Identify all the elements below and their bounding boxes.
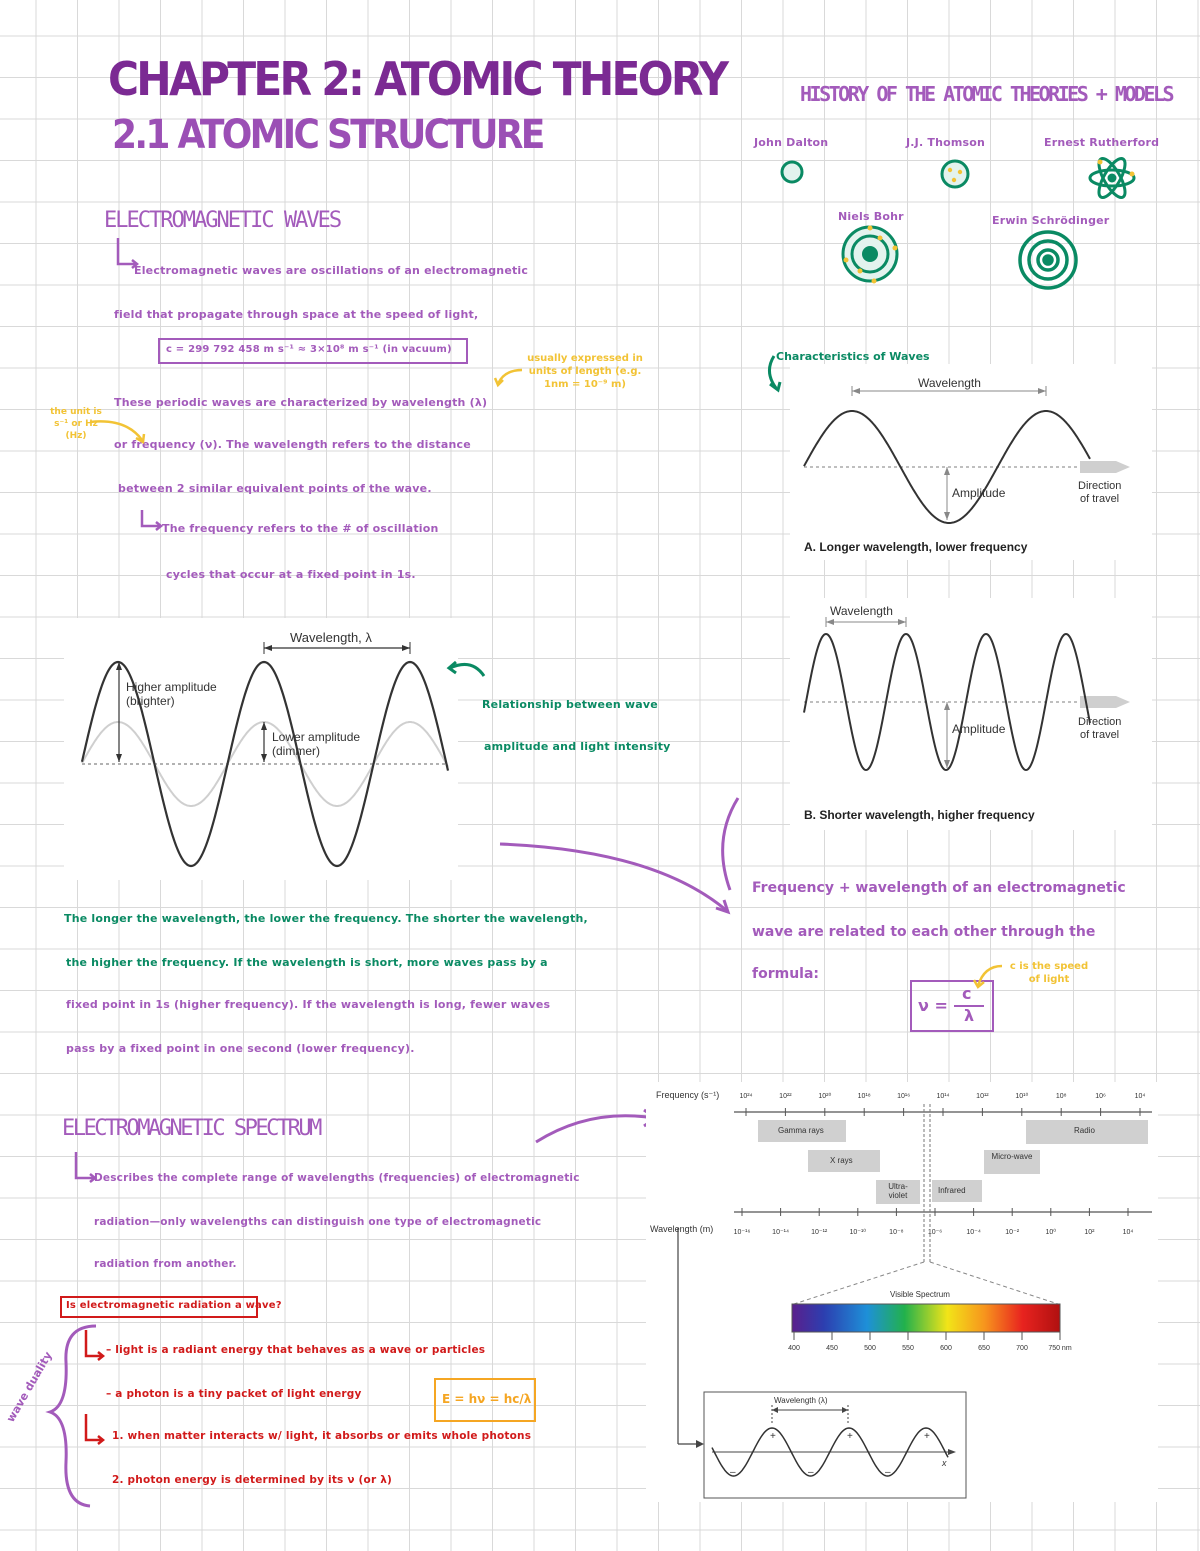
- axis-tick-label: 10⁴: [1122, 1229, 1134, 1236]
- axis-tick-label: 10⁻⁴: [966, 1229, 981, 1236]
- inset-x-label: x: [942, 1458, 947, 1468]
- scientist-dalton: John Dalton: [754, 136, 829, 149]
- amplitude-note: amplitude and light intensity: [484, 740, 671, 753]
- em-text-line: These periodic waves are characterized by wavelength (λ): [114, 396, 488, 409]
- spectrum-text: Describes the complete range of wavelengths (frequencies) of electromagnetic: [94, 1172, 580, 1184]
- photon-text: 1. when matter interacts w/ light, it absorbs or emits whole photons: [112, 1430, 532, 1442]
- lower-amplitude-arrow: [261, 722, 267, 762]
- band-label-uv: Ultra-violet: [888, 1182, 908, 1200]
- spectrum-text: radiation from another.: [94, 1258, 237, 1270]
- thomson-model-icon: [942, 161, 968, 187]
- em-text-line: or frequency (ν). The wavelength refers to the distance: [114, 438, 471, 451]
- axis-tick-label: 10¹⁸: [857, 1093, 871, 1100]
- lower-amplitude-label: Lower amplitude: [272, 730, 361, 744]
- axis-tick-label: 10¹⁴: [936, 1093, 950, 1100]
- higher-amplitude-arrow: [116, 662, 122, 762]
- speed-of-light-box: [158, 338, 468, 364]
- axis-tick-label: 10²²: [779, 1093, 792, 1100]
- em-text-line: between 2 similar equivalent points of the wave.: [118, 482, 432, 495]
- axis-tick-label: 10⁰: [1045, 1229, 1057, 1236]
- characteristics-label: Characteristics of Waves: [776, 350, 930, 363]
- frequency-unit-note: the unit is s⁻¹ or Hz (Hz): [50, 407, 102, 441]
- svg-text:+: +: [847, 1431, 853, 1442]
- wavelength-axis-label: Wavelength (m): [650, 1224, 714, 1234]
- formula-text: wave are related to each other through the: [752, 924, 1096, 940]
- band-label-ir: Infrared: [938, 1186, 966, 1195]
- section-title: 2.1 ATOMIC STRUCTURE: [112, 112, 543, 158]
- formula-text: formula:: [752, 966, 820, 982]
- direction-label-a: of travel: [1080, 493, 1120, 505]
- formula-text: Frequency + wavelength of an electromagnetic: [752, 880, 1126, 896]
- axis-tick-label: 10⁻¹²: [811, 1229, 828, 1236]
- schrodinger-model-icon: [1020, 232, 1076, 288]
- higher-amplitude-label: Higher amplitude: [126, 680, 217, 694]
- arrow-icon: [444, 656, 488, 682]
- amplitude-label-b: Amplitude: [952, 722, 1006, 736]
- axis-tick-label: 10¹²: [976, 1093, 989, 1100]
- arrow-icon: [762, 352, 792, 398]
- axis-tick-label: 550: [902, 1345, 914, 1352]
- axis-tick-label: 650: [978, 1345, 990, 1352]
- axis-tick-label: 10²⁴: [739, 1093, 753, 1100]
- axis-tick-label: 10⁻⁸: [889, 1229, 904, 1236]
- speed-of-light-text: c = 299 792 458 m s⁻¹ ≈ 3×10⁸ m s⁻¹ (in vacuum): [166, 344, 452, 355]
- axis-tick-label: 450: [826, 1345, 838, 1352]
- speed-of-light-note: c is the speed of light: [1009, 961, 1089, 985]
- bohr-model-icon: [843, 226, 898, 284]
- amplitude-note: Relationship between wave: [482, 698, 658, 711]
- direction-label-a: Direction: [1078, 480, 1122, 492]
- svg-text:–: –: [730, 1467, 736, 1478]
- band-label-radio: Radio: [1074, 1126, 1095, 1135]
- axis-tick-label: 10⁻¹⁰: [849, 1229, 867, 1236]
- axis-tick-label: 10²: [1084, 1229, 1095, 1236]
- scientist-bohr: Niels Bohr: [838, 210, 904, 223]
- photon-energy-formula-box: [434, 1378, 536, 1422]
- arrow-icon: [530, 1100, 664, 1150]
- atom-models-illustration: [770, 150, 1190, 300]
- direction-label-b: of travel: [1080, 729, 1120, 741]
- frequency-axis-label: Frequency (s⁻¹): [656, 1090, 720, 1100]
- amplitude-label-a: Amplitude: [952, 486, 1006, 500]
- rutherford-model-icon: [1090, 155, 1135, 201]
- axis-tick-label: 10⁻¹⁶: [733, 1229, 751, 1236]
- arrow-icon: [492, 366, 526, 388]
- wavelength-relation-text: pass by a fixed point in one second (lower frequency).: [66, 1042, 415, 1055]
- band-label-gamma: Gamma rays: [778, 1126, 824, 1135]
- axis-tick-label: 10⁻¹⁴: [772, 1229, 790, 1236]
- inset-wavelength-label: Wavelength (λ): [774, 1396, 828, 1405]
- axis-tick-label: 10⁻⁶: [927, 1229, 943, 1236]
- formula-left: ν =: [918, 996, 948, 1015]
- em-waves-heading: ELECTROMAGNETIC WAVES: [104, 208, 341, 233]
- history-heading: HISTORY OF THE ATOMIC THEORIES + MODELS: [800, 82, 1173, 106]
- photon-text: 2. photon energy is determined by its ν (or λ): [112, 1474, 393, 1486]
- em-text-line: field that propagate through space at the speed of light,: [114, 308, 479, 321]
- wave-duality-note: wave duality: [4, 1349, 55, 1425]
- axis-tick-label: 750 nm: [1048, 1345, 1072, 1352]
- svg-text:–: –: [808, 1467, 814, 1478]
- arrow-icon: [972, 962, 1006, 992]
- dalton-model-icon: [782, 162, 802, 182]
- photon-energy-formula: E = hν = hc/λ: [442, 1392, 532, 1406]
- svg-text:+: +: [770, 1431, 776, 1442]
- wavelength-relation-text: the higher the frequency. If the wavelength is short, more waves pass by a: [66, 956, 548, 969]
- amplitude-wavelength-label: Wavelength, λ: [290, 630, 372, 645]
- amplitude-diagram: [64, 618, 458, 880]
- scientist-schrodinger: Erwin Schrödinger: [992, 214, 1110, 227]
- wave-diagram-a: [790, 364, 1152, 560]
- axis-tick-label: 10²⁰: [818, 1093, 832, 1100]
- wave-question-box: [60, 1296, 282, 1318]
- em-text-line: cycles that occur at a fixed point in 1s.: [166, 568, 416, 581]
- connector-arrow-icon: [494, 790, 754, 930]
- axis-tick-label: 10⁶: [1095, 1093, 1106, 1100]
- wave-diagram-b: [790, 598, 1152, 830]
- axis-tick-label: 10⁻²: [1005, 1229, 1020, 1236]
- arrow-icon: [86, 416, 150, 446]
- wave-question-text: Is electromagnetic radiation a wave?: [66, 1300, 282, 1311]
- spectrum-heading: ELECTROMAGNETIC SPECTRUM: [62, 1116, 320, 1141]
- photon-text: – a photon is a tiny packet of light energy: [106, 1388, 362, 1400]
- direction-label-b: Direction: [1078, 716, 1122, 728]
- photon-text: – light is a radiant energy that behaves as a wave or particles: [106, 1344, 486, 1356]
- visible-spectrum-label: Visible Spectrum: [890, 1290, 950, 1299]
- formula-denominator: λ: [964, 1006, 975, 1025]
- caption-b: B. Shorter wavelength, higher frequency: [804, 808, 1035, 822]
- axis-tick-label: 700: [1016, 1345, 1028, 1352]
- wavelength-arrow-b: [826, 617, 906, 627]
- wavelength-unit-note: usually expressed in units of length (e.g. 1nm = 10⁻⁹ m): [527, 353, 643, 390]
- lower-amplitude-label: (dimmer): [272, 744, 320, 758]
- formula-numerator: c: [962, 984, 972, 1003]
- wavelength-relation-text: The longer the wavelength, the lower the frequency. The shorter the wavelength,: [64, 912, 588, 925]
- wavelength-label-b: Wavelength: [830, 604, 893, 618]
- axis-tick-label: 600: [940, 1345, 952, 1352]
- axis-tick-label: 10⁸: [1055, 1093, 1067, 1100]
- band-label-microwave: Micro-wave: [991, 1152, 1033, 1161]
- chapter-title: CHAPTER 2: ATOMIC THEORY: [108, 52, 727, 106]
- scientist-thomson: J.J. Thomson: [906, 136, 986, 149]
- caption-a: A. Longer wavelength, lower frequency: [804, 540, 1028, 554]
- spectrum-diagram: [646, 1082, 1158, 1502]
- higher-amplitude-label: (brighter): [126, 694, 175, 708]
- axis-tick-label: 10⁴: [1134, 1093, 1146, 1100]
- svg-text:+: +: [924, 1431, 930, 1442]
- wavelength-relation-text: fixed point in 1s (higher frequency). If the wavelength is long, fewer waves: [66, 998, 551, 1011]
- axis-tick-label: 10¹⁰: [1015, 1093, 1029, 1100]
- svg-text:–: –: [885, 1467, 891, 1478]
- band-label-xray: X rays: [830, 1156, 853, 1165]
- axis-tick-label: 500: [864, 1345, 876, 1352]
- scientist-rutherford: Ernest Rutherford: [1044, 136, 1160, 149]
- em-text-line: The frequency refers to the # of oscillation: [162, 522, 439, 535]
- spectrum-text: radiation—only wavelengths can distinguish one type of electromagnetic: [94, 1216, 542, 1228]
- em-text-line: Electromagnetic waves are oscillations of an electromagnetic: [134, 264, 529, 277]
- wavelength-label-a: Wavelength: [918, 376, 981, 390]
- axis-tick-label: 10¹⁶: [897, 1093, 911, 1100]
- axis-tick-label: 400: [788, 1345, 800, 1352]
